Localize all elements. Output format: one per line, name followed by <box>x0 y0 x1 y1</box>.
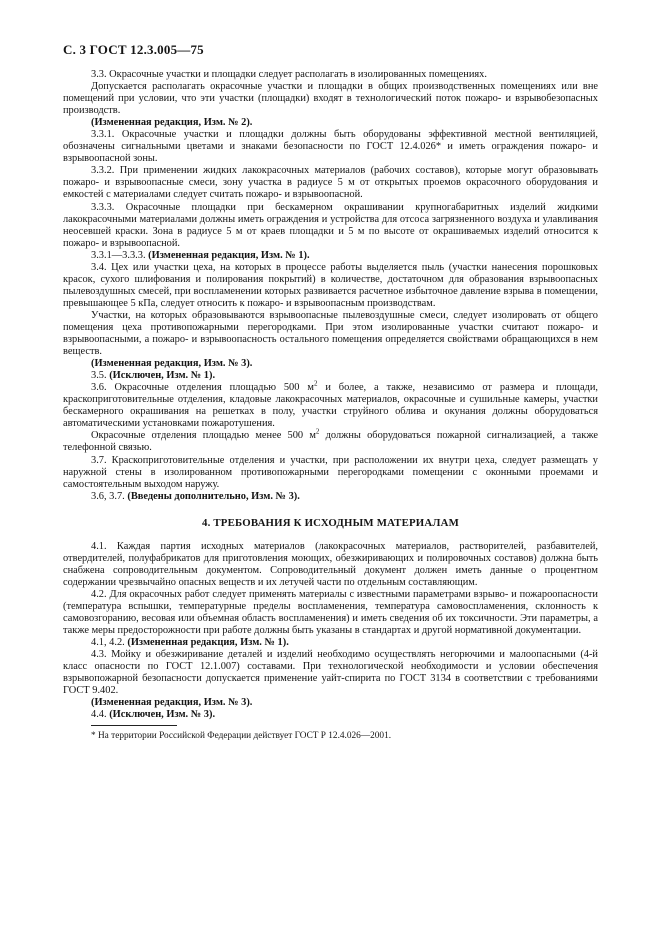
paragraph-3-3-cont: Допускается располагать окрасочные участки и площадки в общих производственных помещениях или вне помещений при условии, что эти участки (площадки) входят в технологический поток пожаро- и взрывобезопасных производств. <box>63 81 598 117</box>
paragraph-text: и более, а также, независимо от размера и площади, краскоприготовительные отделения, кладовые лакокрасочных материалов, окрасочные и сушильные камеры, участки бескамерного окрашивания на решетках в полу, участки струйного облива и окунания должны оборудоваться автоматическими установками пожаротушения. <box>63 382 598 430</box>
clause-ref: 4.4. <box>91 709 107 721</box>
paragraph-3-6-3-7-note <box>63 491 598 503</box>
clause-ref: 3.6, 3.7. <box>91 490 125 502</box>
paragraph-3-3-3: 3.3.3. Окрасочные площадки при бескамерном окрашивании крупногабаритных изделий жидкими лакокрасочными материалами должны иметь ограждения и устройства для отсоса загрязненного воздуха и улавливания неосевшей краски. Зона в радиусе 5 м от краев площадки и 5 м по высоте от окрашиваемых изделий относится к пожаро- и взрывоопасной. <box>63 201 598 249</box>
paragraph-text: должны оборудоваться пожарной сигнализацией, а также телефонной связью. <box>63 430 598 454</box>
page-content <box>63 69 598 742</box>
superscript: 2 <box>315 427 320 436</box>
paragraph-3-6-cont <box>63 427 598 454</box>
clause-ref: 4.1, 4.2. <box>91 637 125 649</box>
paragraph-3-3: 3.3. Окрасочные участки и площадки следует располагать в изолированных помещениях. <box>91 69 487 80</box>
superscript: 2 <box>313 379 318 388</box>
amendment-note: (Измененная редакция, Изм. № 3). <box>91 358 253 370</box>
excluded-note: (Исключен, Изм. № 1). <box>109 370 216 382</box>
paragraph-3-6 <box>63 379 598 430</box>
section-heading: 4. ТРЕБОВАНИЯ К ИСХОДНЫМ МАТЕРИАЛАМ <box>201 516 459 529</box>
paragraph-3-4: 3.4. Цех или участки цеха, на которых в процессе работы выделяется пыль (участки нанесения порошковых красок, сухого шлифования и полирования покрытий) в количестве, достаточном для образования взрывоопасных пылевоздушных смесей, при воспламенении которых развивается расчетное избыточное давление взрыва в помещении, превышающее 5 кПа, следует относить к пожаро- и взрывоопасным производствам. <box>63 261 598 309</box>
paragraph-3-4-cont: Участки, на которых образовываются взрывоопасные пылевоздушные смеси, следует изолировать от общего помещения цеха противопожарными перегородками. При этом изолированные участки считают пожаро- и взрывоопасными, а пожаро- и взрывоопасность остального помещения определяется свойствами обращающихся в нем веществ. <box>63 309 598 358</box>
amendment-line-3-3-1 <box>63 250 598 262</box>
footnote: * На территории Российской Федерации действует ГОСТ Р 12.4.026—2001. <box>91 731 392 742</box>
clause-ref: 3.5. <box>91 370 107 382</box>
amendment-note: (Измененная редакция, Изм. № 1). <box>148 249 310 261</box>
paragraph-3-3-2: 3.3.2. При применении жидких лакокрасочных материалов (рабочих составов), которые могут образовывать пожаро- и взрывоопасные смеси, зону участка в радиусе 5 м от открытых проемов окрасочного оборудования и емкостей с материалами следует считать пожаро- и взрывоопасной. <box>63 165 598 201</box>
paragraph-text: 3.6. Окрасочные отделения площадью 500 м <box>91 382 314 394</box>
paragraph-3-5 <box>63 370 598 382</box>
paragraph-4-3: 4.3. Мойку и обезжиривание деталей и изделий необходимо осуществлять негорючими и малоопасными (4-й класс опасности по ГОСТ 12.1.007) составами. При технологической необходимости и условии обеспечения взрывопожарной безопасности допускается применение уайт-спирита по ГОСТ 3134 в соответствии с требованиями ГОСТ 9.402. <box>63 649 598 697</box>
amendment-ref: 3.3.1—3.3.3. <box>91 249 146 261</box>
footnote-divider <box>91 725 177 726</box>
paragraph-3-3-1: 3.3.1. Окрасочные участки и площадки должны быть оборудованы эффективной местной вентиляцией, обозначены сигнальными цветами и знаками безопасности по ГОСТ 12.4.026* и иметь ограждения пожаро- и взрывоопасной зоны. <box>63 129 598 165</box>
paragraph-4-1: 4.1. Каждая партия исходных материалов (лакокрасочных материалов, растворителей, разбавителей, отвердителей, полуфабрикатов для приготовления моющих, обезжиривающих и полировочных составов) должна быть снабжена сопроводительным документом. Сопроводительный документ должен иметь данные о процентном содержании чрезвычайно опасных веществ и их летучей части по отдельным составляющим. <box>63 540 598 588</box>
paragraph-4-4 <box>63 709 598 721</box>
amendment-note: (Измененная редакция, Изм. № 3). <box>91 697 253 709</box>
added-note: (Введены дополнительно, Изм. № 3). <box>127 490 300 502</box>
amendment-note: (Измененная редакция, Изм. № 1). <box>127 637 289 649</box>
amendment-note: (Измененная редакция, Изм. № 2). <box>91 117 253 129</box>
paragraph-4-2: 4.2. Для окрасочных работ следует применять материалы с известными параметрами взрыво- и пожароопасности (температура вспышки, температурные пределы воспламенения, температура самовоспламенения, склонность к самовозгоранию, весовая или объемная область воспламенения) и иметь сведения об их токсичности. Эти параметры, а также меры предосторожности при работе должны быть указаны в стандартах и другой нормативной документации. <box>63 588 598 637</box>
amendment-line-4-1 <box>63 637 598 649</box>
paragraph-text: Окрасочные отделения площадью менее 500 м <box>91 430 316 442</box>
paragraph-3-7: 3.7. Краскоприготовительные отделения и участки, при расположении их внутри цеха, следует размещать у наружной стены в изолированном противопожарными перегородками помещении с оконными проемами и самостоятельным выходом наружу. <box>63 454 598 490</box>
page-header: С. 3 ГОСТ 12.3.005—75 <box>63 42 204 57</box>
excluded-note: (Исключен, Изм. № 3). <box>109 709 216 721</box>
